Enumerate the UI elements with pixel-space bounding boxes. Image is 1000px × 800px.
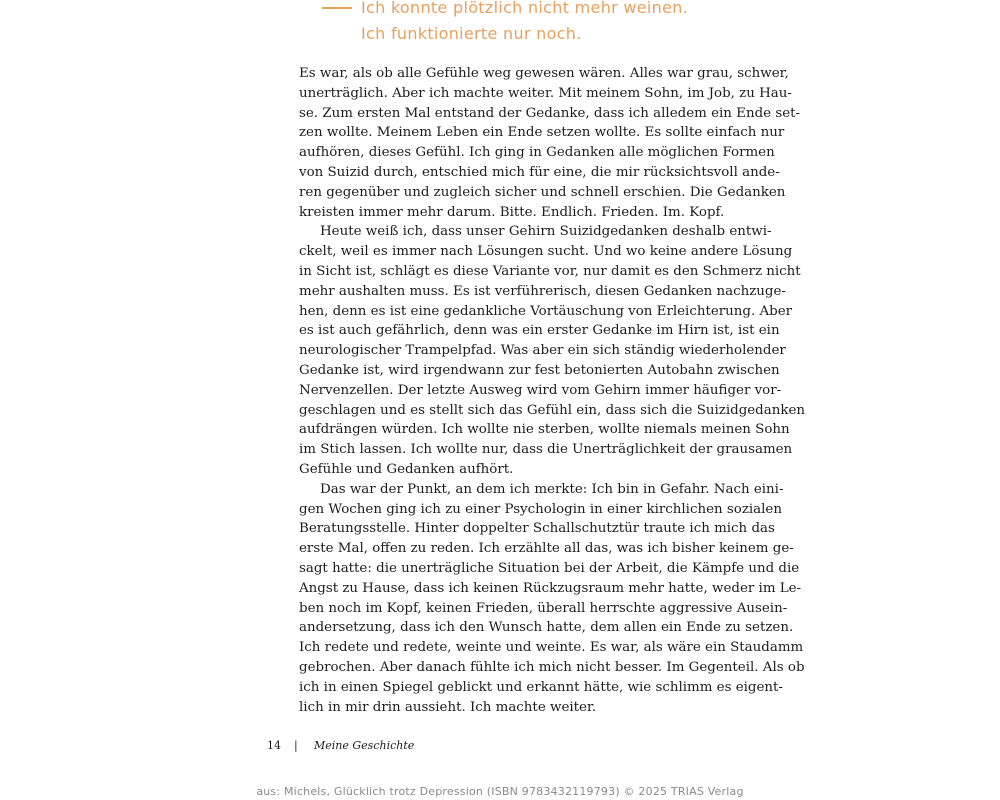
paragraph-3-line: gen Wochen ging ich zu einer Psychologin in einer kirchlichen sozialen — [299, 501, 782, 517]
paragraph-3-line: Angst zu Hause, dass ich keinen Rückzugsraum mehr hatte, weder im Le- — [299, 580, 802, 596]
pull-quote-line-1: Ich konnte plötzlich nicht mehr weinen. — [361, 0, 689, 17]
paragraph-2-line: im Stich lassen. Ich wollte nur, dass die Unerträglichkeit der grausamen — [299, 442, 793, 458]
paragraph-2-line: Nervenzellen. Der letzte Ausweg wird vom Gehirn immer häufiger vor- — [299, 382, 782, 398]
paragraph-3-line: gebrochen. Aber danach fühlte ich mich nicht besser. Im Gegenteil. Als ob — [299, 659, 805, 675]
running-title: Meine Geschichte — [314, 739, 415, 752]
paragraph-1-line: Es war, als ob alle Gefühle weg gewesen wären. Alles war grau, schwer, — [299, 66, 789, 81]
pull-quote-line-2: Ich funktionierte nur noch. — [361, 24, 582, 43]
paragraph-1-line: aufhören, dieses Gefühl. Ich ging in Gedanken alle möglichen Formen — [299, 145, 775, 161]
source-credit: aus: Michels, Glücklich trotz Depression (ISBN 9783432119793) © 2025 TRIAS Verlag — [256, 785, 744, 798]
paragraph-3-line: erste Mal, offen zu reden. Ich erzählte all das, was ich bisher keinem ge- — [299, 541, 794, 557]
paragraph-3-line: andersetzung, dass ich den Wunsch hatte, dem allen ein Ende zu setzen. — [299, 620, 794, 636]
paragraph-1-line: von Suizid durch, entschied mich für eine, die mir rücksichtsvoll ande- — [299, 164, 780, 180]
paragraph-2-line: ckelt, weil es immer nach Lösungen sucht. Und wo keine andere Lösung — [299, 244, 793, 260]
paragraph-3-line: Das war der Punkt, an dem ich merkte: Ich bin in Gefahr. Nach eini- — [320, 481, 784, 497]
paragraph-2-line: Gedanke ist, wird irgendwann zur fest betonierten Autobahn zwischen — [299, 362, 780, 378]
paragraph-2-line: Gefühle und Gedanken aufhört. — [299, 461, 514, 477]
paragraph-2-line: mehr aushalten muss. Es ist verführerisch, diesen Gedanken nachzuge- — [299, 283, 786, 299]
paragraph-2-line: Heute weiß ich, dass unser Gehirn Suizidgedanken deshalb entwi- — [320, 224, 772, 240]
paragraph-2-line: in Sicht ist, schlägt es diese Variante vor, nur damit es den Schmerz nicht — [299, 263, 801, 279]
paragraph-2-line: hen, denn es ist eine gedankliche Vortäuschung von Erleichterung. Aber — [299, 303, 793, 319]
paragraph-3-line: Ich redete und redete, weinte und weinte. Es war, als wäre ein Staudamm — [299, 640, 804, 656]
page-number: 14 — [267, 739, 281, 752]
paragraph-3-line: ich in einen Spiegel geblickt und erkannt hätte, wie schlimm es eigent- — [299, 679, 783, 695]
paragraph-1-line: se. Zum ersten Mal entstand der Gedanke, dass ich alledem ein Ende set- — [299, 105, 801, 121]
paragraph-3-line: lich in mir drin aussieht. Ich machte weiter. — [299, 699, 597, 715]
paragraph-1-line: kreisten immer mehr darum. Bitte. Endlich. Frieden. Im. Kopf. — [299, 204, 725, 220]
paragraph-2-line: es ist auch gefährlich, denn was ein erster Gedanke im Hirn ist, ist ein — [299, 323, 780, 339]
body-text — [299, 64, 806, 717]
pull-quote — [322, 0, 742, 47]
paragraph-1-line: zen wollte. Meinem Leben ein Ende setzen wollte. Es sollte einfach nur — [299, 125, 785, 141]
paragraph-2-line: aufdrängen würden. Ich wollte nie sterben, wollte niemals meinen Sohn — [299, 422, 790, 438]
paragraph-3-line: ben noch im Kopf, keinen Frieden, überall herrschte aggressive Ausein- — [299, 600, 788, 616]
paragraph-1-line: unerträglich. Aber ich machte weiter. Mit meinem Sohn, im Job, zu Hau- — [299, 85, 792, 101]
paragraph-1-line: ren gegenüber und zugleich sicher und schnell erschien. Die Gedanken — [299, 184, 786, 200]
footer-separator: | — [294, 739, 298, 752]
page-footer — [267, 739, 414, 752]
paragraph-2-line: geschlagen und es stellt sich das Gefühl ein, dass sich die Suizidgedanken — [299, 402, 806, 418]
quote-dash — [322, 7, 352, 9]
paragraph-2-line: neurologischer Trampelpfad. Was aber ein sich ständig wiederholender — [299, 343, 786, 359]
paragraph-3-line: Beratungsstelle. Hinter doppelter Schallschutztür traute ich mich das — [299, 521, 775, 537]
paragraph-3-line: sagt hatte: die unerträgliche Situation bei der Arbeit, die Kämpfe und die — [299, 560, 800, 576]
